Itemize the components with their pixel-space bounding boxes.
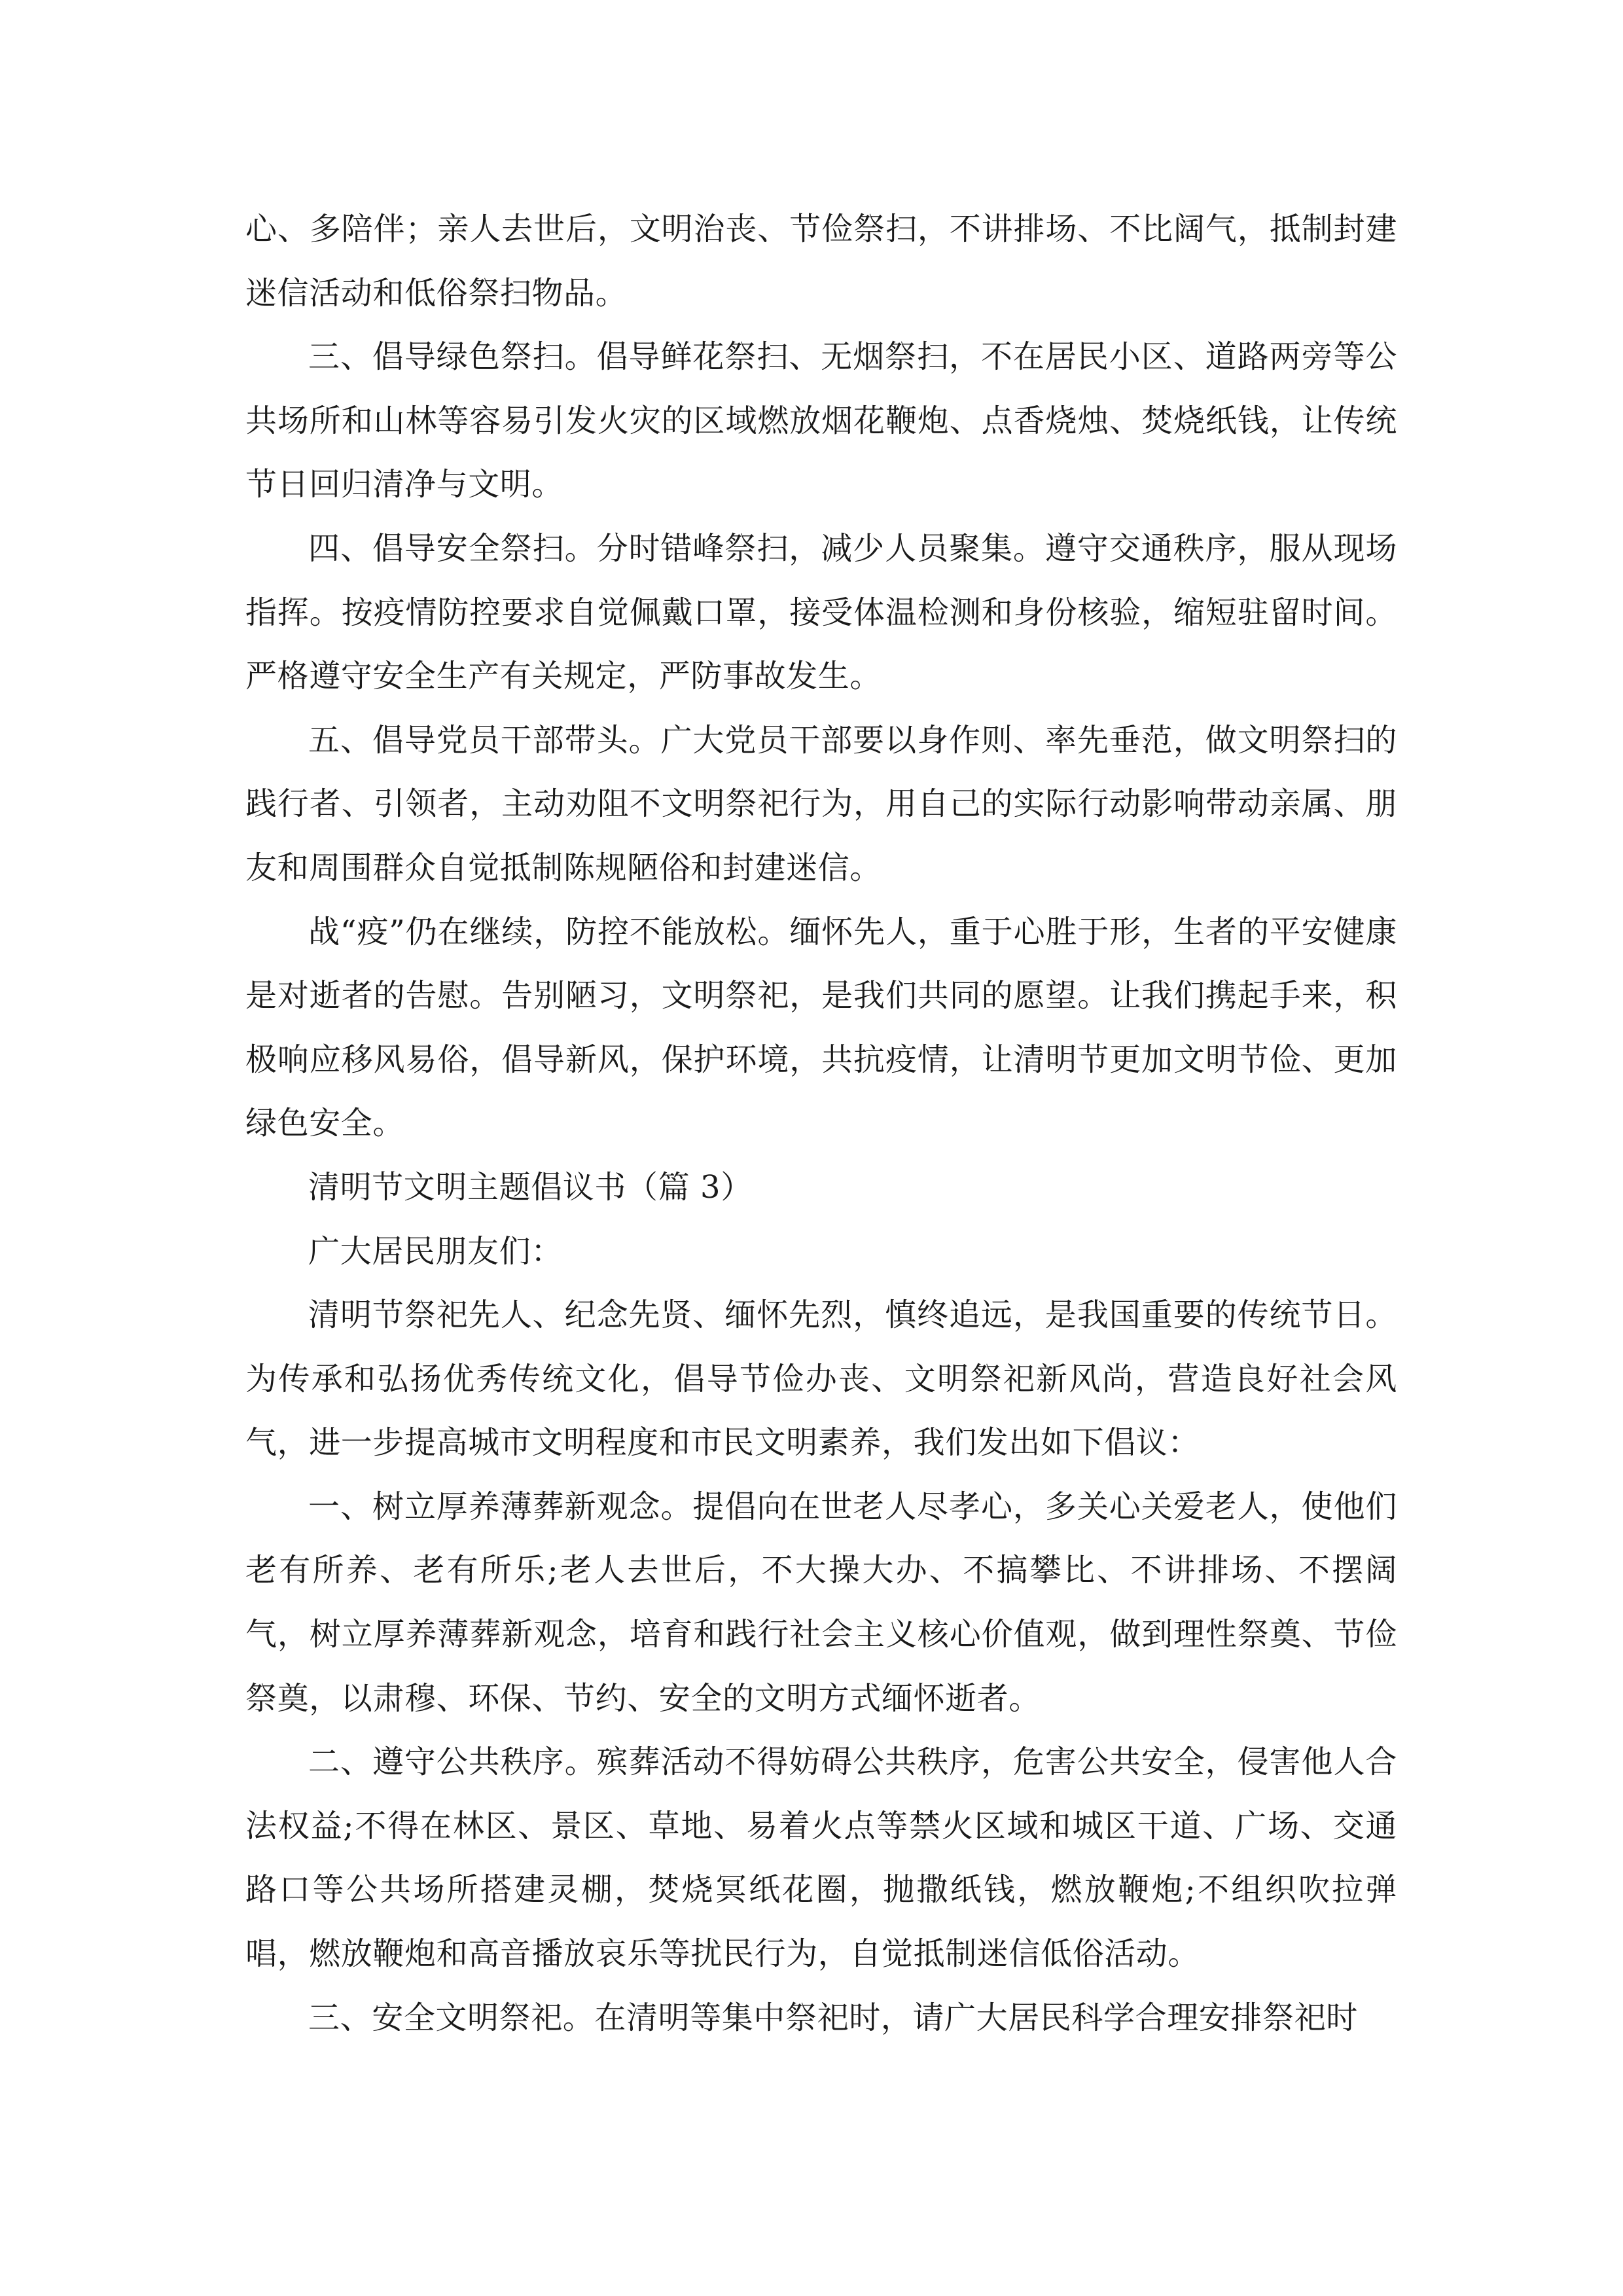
section-heading: 清明节文明主题倡议书（篇 3）	[308, 1168, 753, 1206]
paragraph-3: 四、倡导安全祭扫。分时错峰祭扫，减少人员聚集。遵守交通秩序，服从现场指挥。按疫情防控要求自觉佩戴口罩，接受体温检测和身份核验，缩短驻留时间。严格遵守安全生产有关规定，严防事故发生。	[245, 529, 1397, 695]
paragraph-11: 三、安全文明祭祀。在清明等集中祭祀时，请广大居民科学合理安排祭祀时	[308, 1999, 1358, 2036]
paragraph-1: 心、多陪伴；亲人去世后，文明治丧、节俭祭扫，不讲排场、不比阔气，抵制封建迷信活动和低俗祭扫物品。	[245, 211, 1397, 312]
paragraph-9: 一、树立厚养薄葬新观念。提倡向在世老人尽孝心，多关心关爱老人，使他们老有所养、老有所乐;老人去世后，不大操大办、不搞攀比、不讲排场、不摆阔气，树立厚养薄葬新观念，培育和践行社会主义核心价值观，做到理性祭奠、节俭祭奠，以肃穆、环保、节约、安全的文明方式缅怀逝者。	[245, 1488, 1397, 1717]
paragraph-5: 战“疫”仍在继续，防控不能放松。缅怀先人，重于心胜于形，生者的平安健康是对逝者的告慰。告别陋习，文明祭祀，是我们共同的愿望。让我们携起手来，积极响应移风易俗，倡导新风，保护环境，共抗疫情，让清明节更加文明节俭、更加绿色安全。	[245, 913, 1397, 1142]
paragraph-4: 五、倡导党员干部带头。广大党员干部要以身作则、率先垂范，做文明祭扫的践行者、引领者，主动劝阻不文明祭祀行为，用自己的实际行动影响带动亲属、朋友和周围群众自觉抵制陈规陋俗和封建迷信。	[245, 721, 1397, 886]
paragraph-2: 三、倡导绿色祭扫。倡导鲜花祭扫、无烟祭扫，不在居民小区、道路两旁等公共场所和山林等容易引发火灾的区域燃放烟花鞭炮、点香烧烛、焚烧纸钱，让传统节日回归清净与文明。	[245, 338, 1397, 503]
paragraph-10: 二、遵守公共秩序。殡葬活动不得妨碍公共秩序，危害公共安全，侵害他人合法权益;不得在林区、景区、草地、易着火点等禁火区域和城区干道、广场、交通路口等公共场所搭建灵棚，焚烧冥纸花圈，抛撒纸钱，燃放鞭炮;不组织吹拉弹唱，燃放鞭炮和高音播放哀乐等扰民行为，自觉抵制迷信低俗活动。	[245, 1744, 1397, 1973]
document-body	[245, 198, 1397, 2050]
salutation: 广大居民朋友们：	[308, 1232, 563, 1270]
paragraph-8: 清明节祭祀先人、纪念先贤、缅怀先烈，慎终追远，是我国重要的传统节日。为传承和弘扬优秀传统文化，倡导节俭办丧、文明祭祀新风尚，营造良好社会风气，进一步提高城市文明程度和市民文明素养，我们发出如下倡议：	[245, 1297, 1397, 1462]
